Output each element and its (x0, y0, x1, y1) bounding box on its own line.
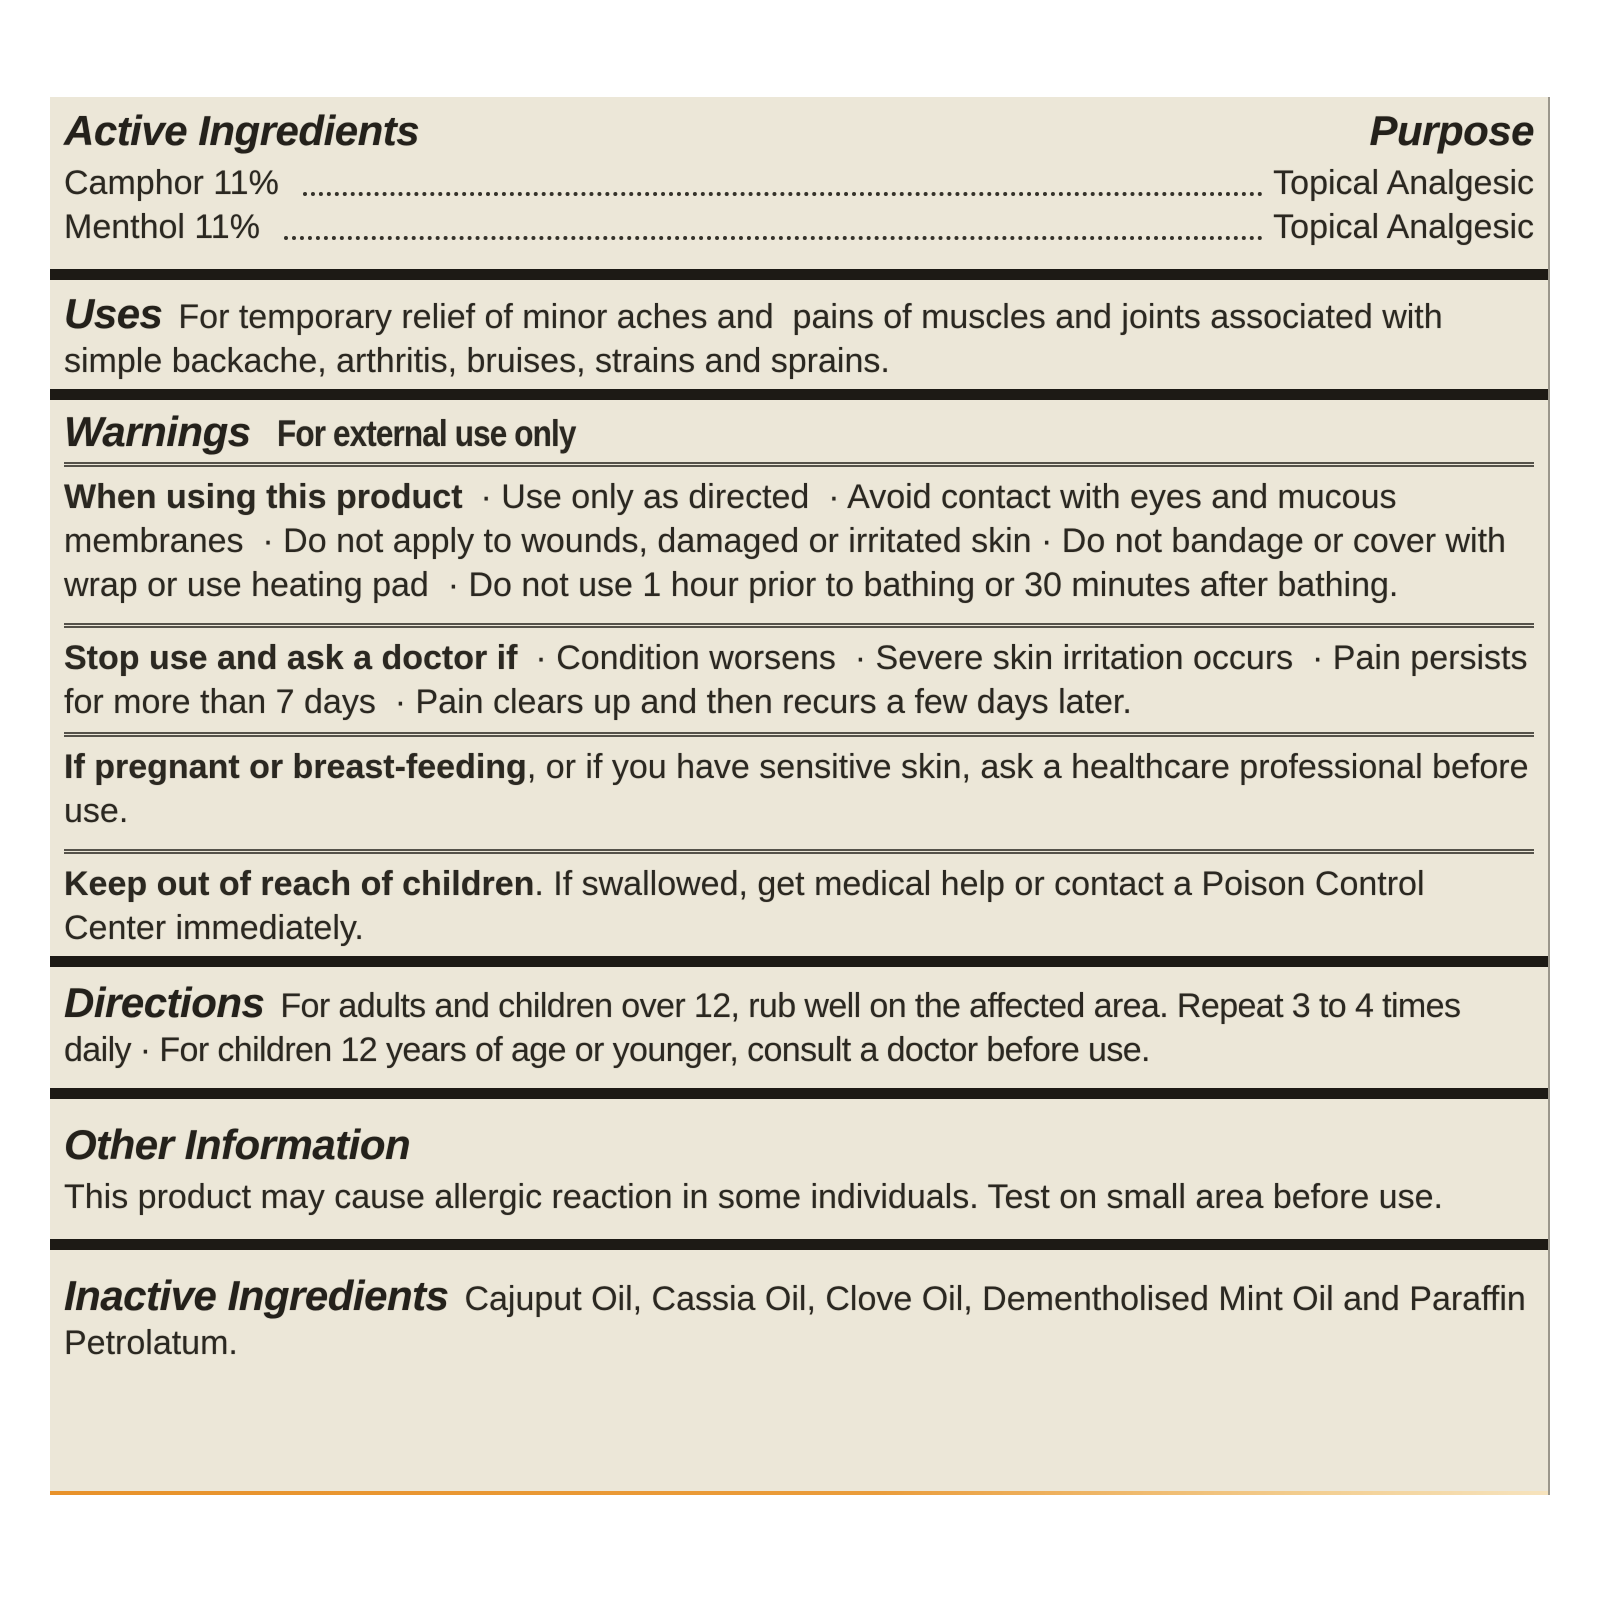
section-divider (50, 1088, 1548, 1099)
uses-heading: Uses (64, 290, 163, 337)
warning-item (64, 636, 1534, 724)
directions-paragraph (64, 979, 1534, 1072)
directions-heading: Directions (64, 979, 265, 1026)
active-ingredients-section (50, 97, 1548, 249)
uses-text: For temporary relief of minor aches and pains of muscles and joints associated with simple backache, arthritis, bruises, strains and sprains. (64, 298, 1443, 380)
warnings-header-row (64, 408, 1534, 456)
thin-rule (64, 732, 1534, 737)
inactive-ingredients-text: Cajuput Oil, Cassia Oil, Clove Oil, Dementholised Mint Oil and Paraffin Petrolatum. (64, 1280, 1526, 1362)
other-information-text: This product may cause allergic reaction in some individuals. Test on small area before use. (64, 1178, 1443, 1216)
external-use-note: For external use only (276, 413, 576, 454)
dotted-leader (303, 192, 1263, 196)
warning-item-text: · Use only as directed · Avoid contact with eyes and mucous membranes · Do not apply to wounds, damaged or irritated skin · Do not bandage or cover with wrap or use heating pad · Do not use 1 hour prior to bathing or 30 minutes after bathing. (64, 478, 1506, 604)
ingredient-name: Menthol 11% (64, 208, 260, 246)
uses-paragraph (64, 290, 1534, 383)
section-divider (50, 1239, 1548, 1250)
warning-item-text: , or if you have sensitive skin, ask a healthcare professional before use. (64, 748, 1529, 830)
warning-item (64, 745, 1534, 833)
warning-item-label: When using this product (64, 478, 463, 516)
label-bottom-accent (50, 1491, 1548, 1495)
other-information-section (50, 1121, 1548, 1219)
purpose-heading: Purpose (1369, 107, 1534, 154)
ingredient-row (64, 161, 1534, 205)
warnings-section (50, 408, 1548, 950)
warnings-heading: Warnings (64, 408, 251, 455)
dotted-leader (284, 236, 1263, 240)
directions-section (50, 979, 1548, 1072)
section-divider (50, 389, 1548, 400)
ingredient-purpose: Topical Analgesic (1273, 164, 1534, 202)
warning-item-text: · Condition worsens · Severe skin irritation occurs · Pain persists for more than 7 days · Pain clears up and then recurs a few days later. (64, 639, 1528, 721)
ingredient-row (64, 205, 1534, 249)
warning-item (64, 475, 1534, 607)
warning-item (64, 862, 1534, 950)
ingredient-name: Camphor 11% (64, 164, 279, 202)
warning-item-label: Stop use and ask a doctor if (64, 639, 518, 677)
drug-facts-label (50, 97, 1550, 1495)
active-ingredients-header-row (64, 107, 1534, 155)
inactive-ingredients-section (50, 1272, 1548, 1365)
section-divider (50, 269, 1548, 280)
warning-item-label: If pregnant or breast-feeding (64, 748, 527, 786)
warning-item-text: . If swallowed, get medical help or contact a Poison Control Center immediately. (64, 865, 1425, 947)
warning-item-label: Keep out of reach of children (64, 865, 535, 903)
directions-text: For adults and children over 12, rub well on the affected area. Repeat 3 to 4 times daily · For children 12 years of age or younger, consult a doctor before use. (64, 987, 1461, 1069)
section-divider (50, 956, 1548, 967)
uses-section (50, 290, 1548, 383)
inactive-ingredients-paragraph (64, 1272, 1534, 1365)
thin-rule (64, 849, 1534, 854)
ingredient-purpose: Topical Analgesic (1273, 208, 1534, 246)
thin-rule (64, 623, 1534, 628)
active-ingredients-heading: Active Ingredients (64, 107, 420, 154)
inactive-ingredients-heading: Inactive Ingredients (64, 1272, 449, 1319)
thin-rule (64, 462, 1534, 467)
other-information-heading: Other Information (64, 1121, 411, 1168)
